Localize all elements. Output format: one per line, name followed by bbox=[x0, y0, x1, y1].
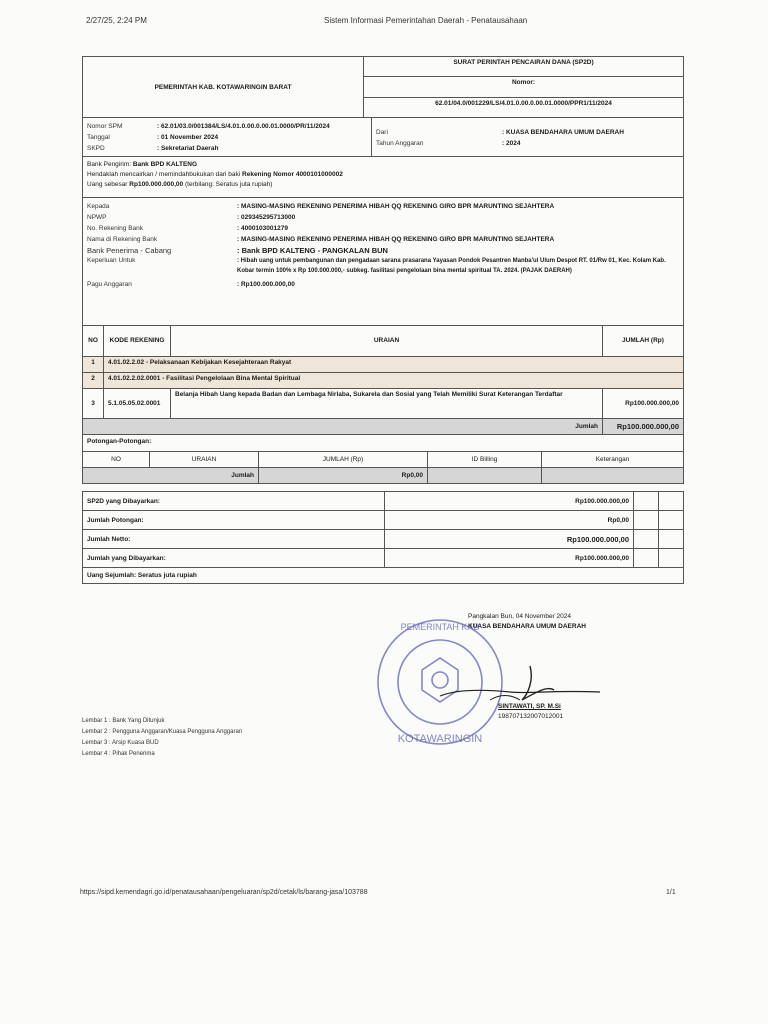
summary-potongan-value: Rp0,00 bbox=[385, 511, 634, 530]
dari-label: Dari bbox=[376, 129, 388, 136]
norek-label: No. Rekening Bank bbox=[87, 225, 144, 232]
bank-pengirim-section bbox=[82, 157, 684, 198]
sp2d-title: SURAT PERINTAH PENCAIRAN DANA (SP2D) bbox=[364, 57, 684, 77]
row-3-jumlah: Rp100.000.000,00 bbox=[603, 388, 684, 418]
sign-nip: 198707132007012001 bbox=[498, 713, 564, 720]
row-3-kode: 5.1.05.05.02.0001 bbox=[104, 388, 171, 418]
nama-rek-label: Nama di Rekening Bank bbox=[87, 236, 158, 243]
kepada-value: : MASING-MASING REKENING PENERIMA HIBAH QQ REKENING GIRO BPR MARUNTING SEJAHTERA bbox=[237, 203, 555, 210]
tahun-label: Tahun Anggaran bbox=[376, 140, 424, 147]
table-row bbox=[83, 388, 684, 418]
table-row bbox=[83, 356, 684, 372]
bank-penerima-value: : Bank BPD KALTENG - PANGKALAN BUN bbox=[237, 246, 388, 255]
sign-name: SINTAWATI, SP. M.Si bbox=[498, 703, 561, 710]
terbilang: Uang Sejumlah: Seratus juta rupiah bbox=[83, 568, 684, 584]
lembar-item: Lembar 4 : Pihak Penerima bbox=[82, 751, 155, 757]
row-1-text: 4.01.02.2.02 - Pelaksanaan Kebijakan Kesejahteraan Rakyat bbox=[104, 356, 684, 372]
spm-label: Nomor SPM bbox=[87, 123, 123, 130]
table-row bbox=[83, 372, 684, 388]
keperluan-label: Keperluan Untuk bbox=[87, 257, 136, 264]
skpd-label: SKPD bbox=[87, 145, 105, 152]
row-3-no: 3 bbox=[83, 388, 104, 418]
sign-role: KUASA BENDAHARA UMUM DAERAH bbox=[468, 623, 586, 630]
row-2-no: 2 bbox=[83, 372, 104, 388]
meta-section bbox=[82, 118, 684, 157]
tahun-value: : 2024 bbox=[502, 140, 521, 147]
pot-th-billing: ID Billing bbox=[428, 452, 542, 468]
row-3-uraian: Belanja Hibah Uang kepada Badan dan Lembaga Nirlaba, Sukarela dan Sosial yang Telah Memiliki Surat Keterangan Terdaftar bbox=[171, 388, 603, 418]
bank-pengirim-label: Bank Pengirim: bbox=[87, 161, 132, 168]
tanggal-label: Tanggal bbox=[87, 134, 110, 141]
pot-th-no: NO bbox=[83, 452, 150, 468]
potongan-title: Potongan-Potongan: bbox=[82, 435, 684, 452]
th-jumlah: JUMLAH (Rp) bbox=[603, 326, 684, 356]
recipient-section bbox=[82, 198, 684, 326]
th-no: NO bbox=[83, 326, 104, 356]
summary-dibayarkan-value: Rp100.000.000,00 bbox=[385, 549, 634, 568]
lembar-list bbox=[82, 716, 242, 760]
pot-th-keterangan: Keterangan bbox=[542, 452, 684, 468]
pagu-label: Pagu Anggaran bbox=[87, 281, 132, 288]
instruksi-text: Hendaklah mencairkan / memindahbukukan dari baki bbox=[87, 171, 241, 178]
bank-pengirim-value: Bank BPD KALTENG bbox=[132, 161, 198, 168]
svg-text:PEMERINTAH KAB: PEMERINTAH KAB bbox=[400, 622, 480, 632]
th-kode: KODE REKENING bbox=[104, 326, 171, 356]
pot-jumlah-label: Jumlah bbox=[83, 468, 259, 484]
pot-jumlah-value: Rp0,00 bbox=[259, 468, 428, 484]
sp2d-document bbox=[82, 56, 684, 584]
npwp-label: NPWP bbox=[87, 214, 107, 221]
summary-sp2d-value: Rp100.000.000,00 bbox=[385, 492, 634, 511]
gov-name: PEMERINTAH KAB. KOTAWARINGIN BARAT bbox=[83, 57, 364, 118]
lembar-item: Lembar 2 : Pengguna Anggaran/Kuasa Pengguna Anggaran bbox=[82, 729, 243, 735]
summary-potongan-label: Jumlah Potongan: bbox=[83, 511, 385, 530]
summary-netto-value: Rp100.000.000,00 bbox=[385, 530, 634, 549]
th-uraian: URAIAN bbox=[171, 326, 603, 356]
pot-th-jumlah: JUMLAH (Rp) bbox=[259, 452, 428, 468]
summary-dibayarkan-label: Jumlah yang Dibayarkan: bbox=[83, 549, 385, 568]
rekening-table bbox=[82, 326, 684, 435]
jumlah-total: Rp100.000.000,00 bbox=[603, 418, 684, 434]
uang-terbilang: (terbilang: Seratus juta rupiah) bbox=[184, 181, 273, 188]
uang-amount: Rp100.000.000,00 bbox=[129, 181, 184, 188]
lembar-item: Lembar 3 : Arsip Kuasa BUD bbox=[82, 740, 159, 746]
lembar-item: Lembar 1 : Bank Yang Ditunjuk bbox=[82, 718, 165, 724]
jumlah-label: Jumlah bbox=[83, 418, 603, 434]
instruksi-rekening: Rekening Nomor 4000101000002 bbox=[242, 171, 343, 178]
spm-value: : 62.01/03.0/001384/LS/4.01.0.00.0.00.01.0000/PR/11/2024 bbox=[157, 123, 330, 130]
uang-prefix: Uang sebesar bbox=[87, 181, 128, 188]
footer-url[interactable]: https://sipd.kemendagri.go.id/penatausahaan/pengeluaran/sp2d/cetak/ls/barang-jasa/103788 bbox=[80, 889, 368, 896]
print-title: Sistem Informasi Pemerintahan Daerah - Penatausahaan bbox=[324, 16, 528, 25]
tanggal-value: : 01 November 2024 bbox=[157, 134, 219, 141]
row-2-text: 4.01.02.2.02.0001 - Fasilitasi Pengelolaan Bina Mental Spiritual bbox=[104, 372, 684, 388]
pagu-value: : Rp100.000.000,00 bbox=[237, 281, 295, 288]
nomor-value: 62.01/04.0/001229/LS/4.01.0.00.0.00.01.0000/PPR1/11/2024 bbox=[364, 97, 684, 117]
sign-place-date: Pangkalan Bun, 04 November 2024 bbox=[468, 613, 571, 620]
skpd-value: : Sekretariat Daerah bbox=[157, 145, 219, 152]
summary-netto-label: Jumlah Netto: bbox=[83, 530, 385, 549]
nama-rek-value: : MASING-MASING REKENING PENERIMA HIBAH QQ REKENING GIRO BPR MARUNTING SEJAHTERA bbox=[237, 236, 555, 243]
pot-th-uraian: URAIAN bbox=[150, 452, 259, 468]
keperluan-value: : Hibah uang untuk pembangunan dan pengadaan sarana prasarana Yayasan Pondok Pesantren Manba'ul Ulum Despot RT. 01/Rw 01, Kec. Kolam Kab. Kobar termin 100% x Rp 100.000.000,- subkeg. fasilitasi pengelolaan bina mental spiritual TA. 2024. (PAJAK DAERAH) bbox=[237, 258, 666, 274]
npwp-value: : 029345295713000 bbox=[237, 214, 296, 221]
nomor-label: Nomor: bbox=[364, 77, 684, 97]
summary-table bbox=[82, 491, 684, 584]
potongan-table bbox=[82, 452, 684, 485]
print-datetime: 2/27/25, 2:24 PM bbox=[86, 16, 147, 25]
summary-sp2d-label: SP2D yang Dibayarkan: bbox=[83, 492, 385, 511]
kepada-label: Kepada bbox=[87, 203, 110, 210]
bank-penerima-label: Bank Penerima - Cabang bbox=[87, 246, 172, 255]
norek-value: : 4000103001279 bbox=[237, 225, 288, 232]
footer-page: 1/1 bbox=[666, 889, 676, 896]
dari-value: : KUASA BENDAHARA UMUM DAERAH bbox=[502, 129, 624, 136]
title-block bbox=[82, 56, 684, 118]
row-1-no: 1 bbox=[83, 356, 104, 372]
svg-text:KOTAWARINGIN: KOTAWARINGIN bbox=[397, 733, 483, 745]
